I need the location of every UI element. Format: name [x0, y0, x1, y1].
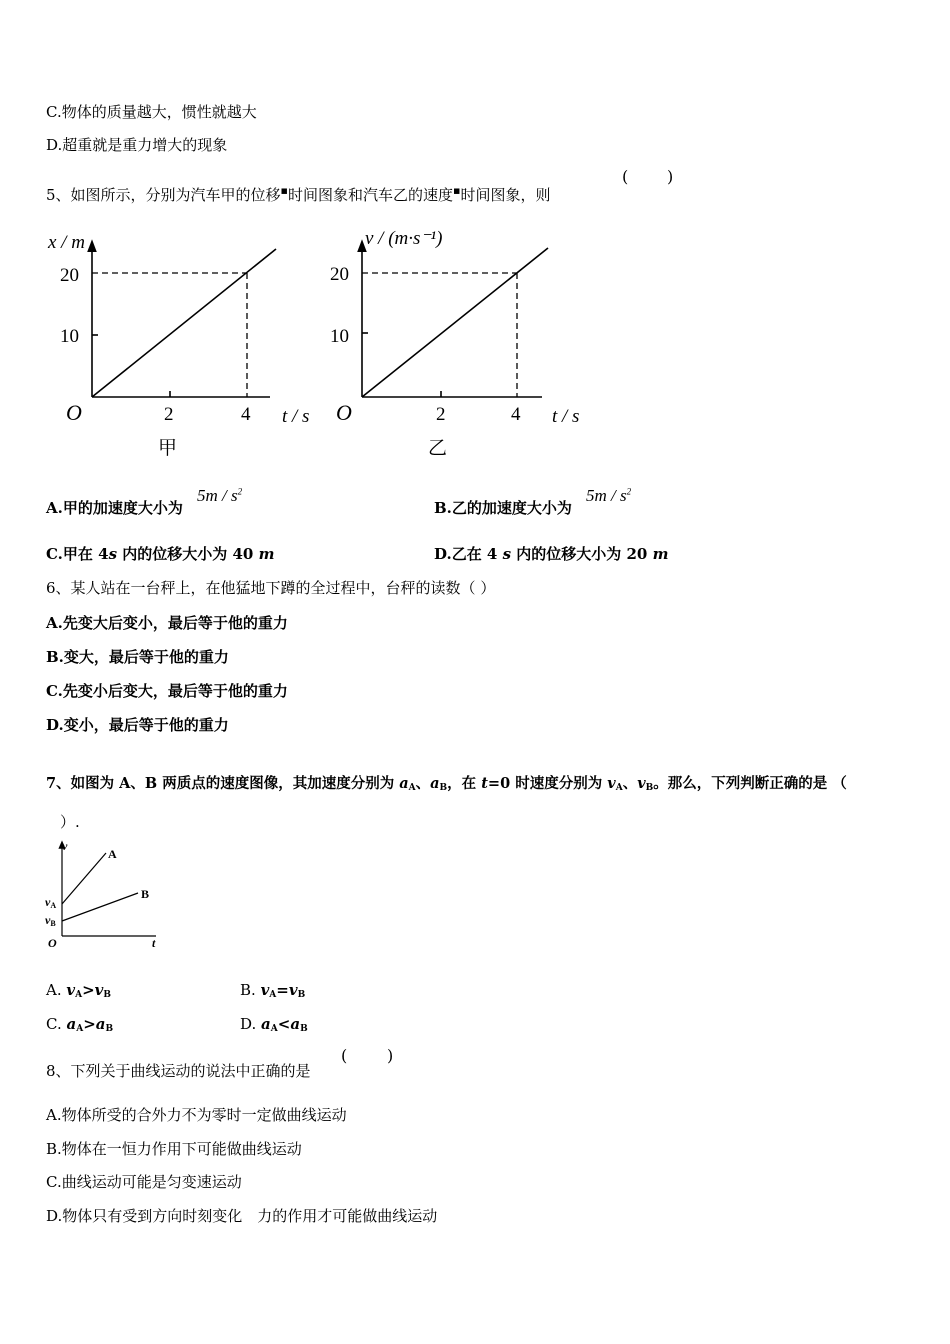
q8-option-d: D.物体只有受到方向时刻变化 力的作用才可能做曲线运动 — [46, 1207, 438, 1225]
y-tick-10: 10 — [60, 326, 79, 347]
graph-line — [362, 248, 548, 397]
q6-option-d: D.变小，最后等于他的重力 — [46, 716, 229, 734]
q6-option-c: C.先变小后变大，最后等于他的重力 — [46, 682, 288, 700]
q5-paren-close: ) — [667, 167, 674, 186]
graph-line — [92, 249, 276, 397]
q6-option-a: A.先变大后变小，最后等于他的重力 — [46, 614, 288, 632]
origin-label: O — [66, 400, 82, 425]
q5-stem: 5、如图所示，分别为汽车甲的位移▪时间图象和汽车乙的速度▪时间图象，则 — [46, 184, 551, 204]
graph-caption: 乙 — [428, 438, 448, 459]
q7-graph — [42, 836, 172, 952]
q8-paren-open: ( — [341, 1046, 348, 1065]
q6-option-b: B.变大，最后等于他的重力 — [46, 648, 229, 666]
q4-option-c: C.物体的质量越大，惯性就越大 — [46, 103, 257, 121]
q8-option-a: A.物体所受的合外力不为零时一定做曲线运动 — [46, 1106, 347, 1124]
q7-option-b: B. $v_A=v_B$ — [240, 981, 306, 1000]
q7-option-c: C. $a_A>a_B$ — [46, 1015, 114, 1034]
q8-option-c: C.曲线运动可能是匀变速运动 — [46, 1173, 242, 1191]
q8-option-b: B.物体在一恒力作用下可能做曲线运动 — [46, 1140, 302, 1158]
q5-graph-yi — [310, 222, 600, 462]
y-tick-20: 20 — [60, 265, 79, 286]
q5-option-b-value: $5m / s^2$ — [586, 486, 632, 505]
line-a-label: A — [108, 847, 117, 861]
t-axis-label: t — [152, 936, 156, 950]
va-label: vA — [45, 895, 57, 910]
q5-option-b: B.乙的加速度大小为 — [434, 499, 572, 517]
v-axis-label: v — [62, 839, 68, 853]
x-tick-4: 4 — [511, 404, 521, 425]
q7-option-d: D. $a_A<a_B$ — [240, 1015, 308, 1034]
x-tick-4: 4 — [241, 404, 251, 425]
q5-option-c: C.甲在 4s 内的位移大小为 40 m — [46, 545, 275, 563]
line-a — [62, 853, 106, 904]
origin-label: O — [48, 936, 57, 950]
x-tick-2: 2 — [436, 404, 446, 425]
line-b-label: B — [141, 887, 150, 901]
y-tick-10: 10 — [330, 326, 349, 347]
vb-label: vB — [45, 913, 56, 928]
origin-label: O — [336, 400, 352, 425]
q5-option-a-value: $5m / s^2$ — [197, 486, 243, 505]
q7-stem: 7、如图为 A、B 两质点的速度图像，其加速度分别为 $a_A$、$a_B$，在 t=0 时速度分别为 $v_A$、$v_B$。那么，下列判断正确的是 （ — [46, 775, 847, 793]
q5-paren-open: ( — [622, 167, 629, 186]
q5-option-d: D.乙在 4 s 内的位移大小为 20 m — [434, 545, 669, 563]
x-axis-label: t / s — [552, 406, 580, 427]
q7-option-a: A. $v_A>v_B$ — [46, 981, 111, 1000]
graph-caption: 甲 — [158, 438, 178, 459]
q8-stem: 8、下列关于曲线运动的说法中正确的是 — [46, 1062, 311, 1080]
y-axis-label: v / (m·s⁻¹) — [365, 228, 443, 249]
q8-paren-close: ) — [387, 1046, 394, 1065]
y-axis-label: x / m — [48, 232, 85, 253]
x-axis-label: t / s — [282, 406, 310, 427]
q4-option-d: D.超重就是重力增大的现象 — [46, 136, 228, 154]
q5-graph-jia — [40, 222, 330, 462]
line-b — [62, 893, 138, 921]
q5-option-a: A.甲的加速度大小为 — [46, 499, 183, 517]
x-tick-2: 2 — [164, 404, 174, 425]
q6-stem: 6、某人站在一台秤上，在他猛地下蹲的全过程中，台秤的读数（ ） — [46, 579, 496, 597]
q7-stem-line2: ）. — [60, 813, 80, 831]
y-tick-20: 20 — [330, 264, 349, 285]
